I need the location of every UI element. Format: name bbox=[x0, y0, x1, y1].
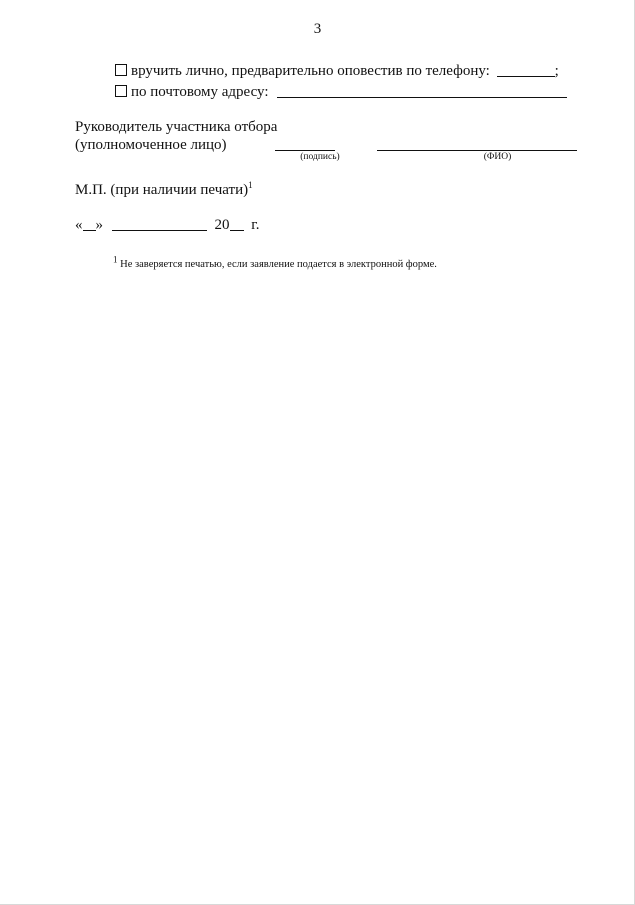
signatory-title-line2: (уполномоченное лицо) bbox=[75, 137, 227, 153]
signature-line[interactable] bbox=[275, 150, 335, 151]
date-open-quote: « bbox=[75, 217, 83, 233]
signatory-title-line1: Руководитель участника отбора bbox=[75, 119, 278, 135]
delivery-option-mail-label: по почтовому адресу: bbox=[131, 84, 269, 100]
footnote-mark: 1 bbox=[113, 254, 118, 265]
month-blank-line[interactable] bbox=[112, 217, 207, 231]
day-blank-line[interactable] bbox=[83, 217, 96, 231]
checkbox-mail[interactable] bbox=[115, 85, 127, 97]
year-blank-line[interactable] bbox=[230, 217, 244, 231]
year-prefix: 20 bbox=[214, 217, 230, 233]
checkbox-personal[interactable] bbox=[115, 64, 127, 76]
stamp-footnote-mark: 1 bbox=[248, 180, 253, 190]
phone-blank-line[interactable] bbox=[497, 63, 555, 77]
address-blank-line[interactable] bbox=[277, 84, 567, 98]
page-number: 3 bbox=[313, 21, 322, 37]
name-caption: (ФИО) bbox=[483, 152, 512, 162]
delivery-option-personal-label: вручить лично, предварительно оповестив по телефону: bbox=[131, 63, 490, 79]
delivery-option-personal-end: ; bbox=[554, 63, 559, 79]
footnote bbox=[113, 254, 437, 270]
footnote-text: Не заверяется печатью, если заявление подается в электронной форме. bbox=[120, 259, 437, 270]
date-line bbox=[75, 216, 259, 234]
stamp-label bbox=[75, 181, 253, 199]
date-close-quote: » bbox=[95, 217, 103, 233]
delivery-option-personal bbox=[115, 62, 559, 80]
delivery-option-mail bbox=[115, 83, 567, 101]
name-line[interactable] bbox=[377, 150, 577, 151]
year-suffix: г. bbox=[251, 217, 260, 233]
signature-caption: (подпись) bbox=[300, 152, 340, 162]
stamp-label-text: М.П. (при наличии печати) bbox=[75, 182, 249, 198]
